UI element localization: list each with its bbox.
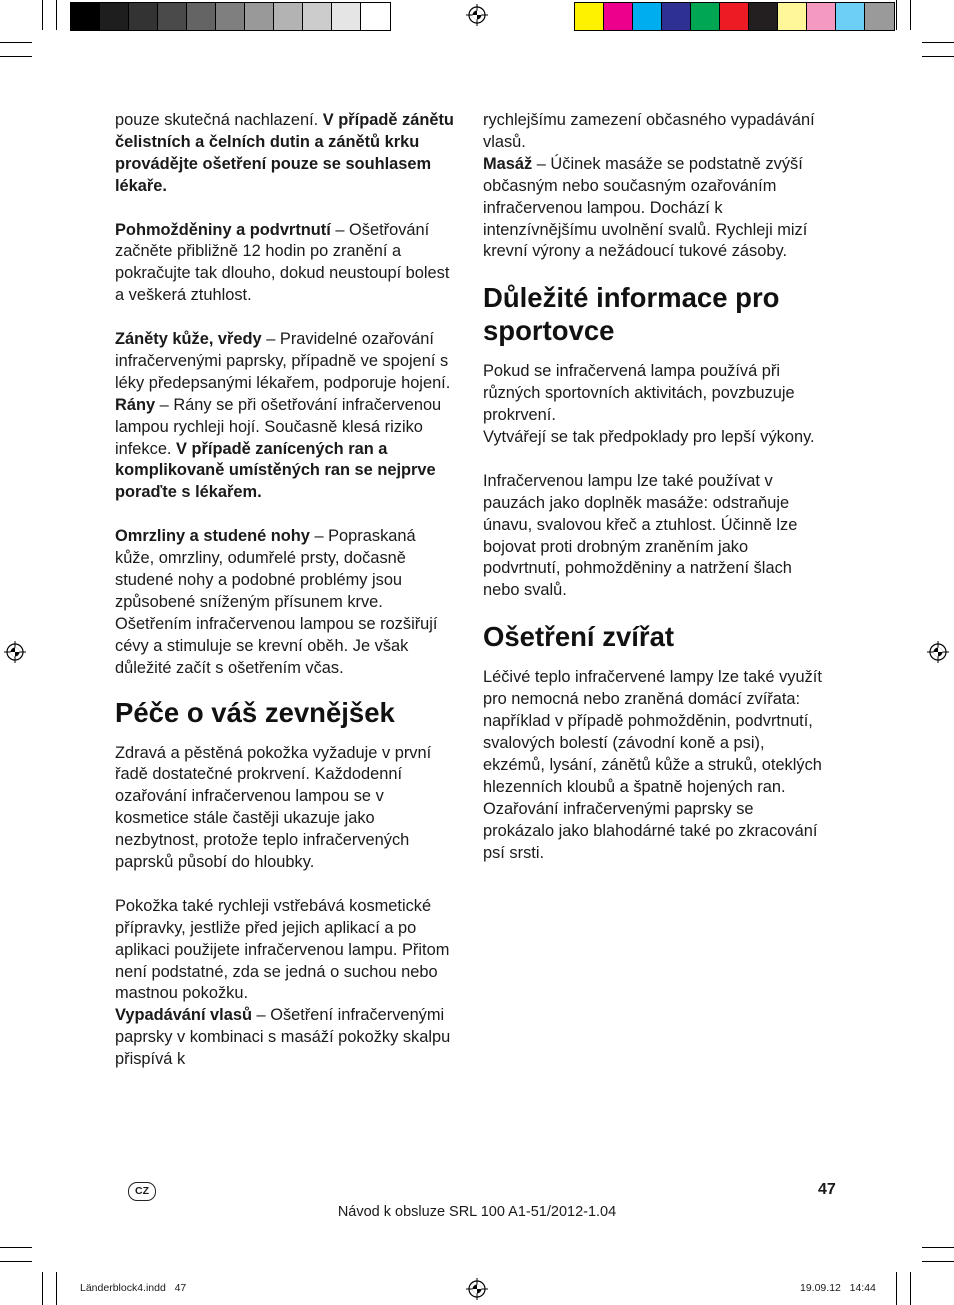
crop-mark (42, 1272, 43, 1305)
crop-mark (56, 1272, 57, 1305)
paragraph-text: – Rány se při ošetřování infračervenou lampou rychleji hojí. Současně klesá riziko infekce. (115, 395, 442, 458)
warning-text: V případě zanícených ran a komplikovaně umístěných ran se nejprve poraďte s lékařem. (115, 439, 436, 502)
color-swatch (865, 3, 894, 30)
color-swatch (274, 3, 303, 30)
term-wounds: Rány (115, 395, 156, 414)
crop-mark (0, 1261, 32, 1262)
crop-mark (0, 1247, 32, 1248)
crop-mark (896, 1272, 897, 1305)
paragraph-breaks: Infračervenou lampu lze také používat v pauzách jako doplněk masáže: odstraňuje únavu, svalovou křeč a ztuhlost. Účinně lze bojovat proti drobným zraněním jako podvrtnutí, pohmožděniny a natržení šlach nebo svalů. (483, 471, 798, 600)
color-swatch (691, 3, 720, 30)
crop-mark (0, 56, 32, 57)
crop-mark (922, 1247, 954, 1248)
registration-mark-icon (4, 641, 26, 663)
cmyk-color-bar (574, 2, 895, 31)
color-swatch (575, 3, 604, 30)
country-badge: CZ (128, 1182, 156, 1201)
paragraph-massage (483, 154, 825, 264)
crop-mark (922, 1261, 954, 1262)
right-column (483, 110, 825, 864)
color-swatch (187, 3, 216, 30)
crop-mark (922, 42, 954, 43)
color-swatch (633, 3, 662, 30)
paragraph-text: – Pravidelné ozařování infračervenými paprsky, případně ve spojení s léky předepsanými lékařem, podporuje hojení. (115, 330, 451, 392)
heading-animals: Ošetření zvířat (483, 621, 675, 653)
color-swatch (129, 3, 158, 30)
color-swatch (604, 3, 633, 30)
color-swatch (807, 3, 836, 30)
color-swatch (71, 3, 100, 30)
crop-mark (896, 0, 897, 30)
crop-mark (42, 0, 43, 30)
registration-mark-icon (466, 1278, 488, 1300)
color-swatch (749, 3, 778, 30)
paragraph-text: – Popraskaná kůže, omrzliny, odumřelé prsty, dočasně studené nohy a podobné problémy jsou způsobené sníženým přísunem krve. Ošetřením infračervenou lampou se rozšiřují cévy a stimuluje se krevní oběh. Je však důležité začít s ošetřením včas. (115, 527, 438, 677)
term-massage: Masáž (483, 154, 533, 173)
paragraph-text: pouze skutečná nachlazení. (115, 111, 323, 129)
paragraph-colds (115, 110, 457, 198)
term-frostbite: Omrzliny a studené nohy (115, 527, 310, 546)
left-column (115, 110, 457, 1071)
color-swatch (361, 3, 390, 30)
paragraph-wounds (115, 395, 457, 505)
color-swatch (158, 3, 187, 30)
slug-date-info: 19.09.12 14:44 (800, 1282, 876, 1294)
paragraph-text: – Ošetřování začněte přibližně 12 hodin po zranění a pokračujte tak dlouho, dokud neustoupí bolest a veškerá ztuhlost. (115, 220, 450, 305)
slug-file-info: Länderblock4.indd 47 (80, 1282, 187, 1294)
registration-mark-icon (927, 641, 949, 663)
paragraph-bruises (115, 220, 457, 308)
crop-mark (922, 56, 954, 57)
term-bruises: Pohmožděniny a podvrtnutí (115, 220, 331, 239)
paragraph-skin-care: Zdravá a pěstěná pokožka vyžaduje v první řadě dostatečné prokrvení. Každodenní ozařování infračervenou lampou se v kosmetice stále častěji ukazuje jako nezbytnost, protože teplo infračervených paprsků působí do hloubky. (115, 743, 432, 872)
paragraph-hair-loss (115, 1005, 457, 1071)
crop-mark (910, 1272, 911, 1305)
color-swatch (100, 3, 129, 30)
paragraph-cosmetics: Pokožka také rychleji vstřebává kosmetické přípravky, jestliže před jejich aplikací a po aplikaci použijete infračervenou lampu. Přitom není podstatné, zda se jedná o suchou nebo mastnou pokožku. (115, 896, 450, 1003)
page-number: 47 (818, 1181, 836, 1198)
paragraph-skin (115, 329, 457, 395)
color-swatch (216, 3, 245, 30)
paragraph-animals: Léčivé teplo infračervené lampy lze také využít pro nemocná nebo zraněná domácí zvířata: například v případě pohmožděnin, podvrtnutí, svalových bolestí (závodní koně a psi), ekzémů, lysání, zánětů kůže a struků, oteklých hlezenních kloubů a špatně hojených ran. Ozařování infračervenými paprsky se prokázalo jako blahodárné také po zkracování psí srsti. (483, 668, 822, 862)
color-swatch (245, 3, 274, 30)
crop-mark (0, 42, 32, 43)
color-swatch (303, 3, 332, 30)
paragraph-sport-use: Pokud se infračervená lampa používá při různých sportovních aktivitách, povzbuzuje prokrvení. (483, 362, 795, 425)
grayscale-color-bar (70, 2, 391, 31)
paragraph-performance: Vytvářejí se tak předpoklady pro lepší výkony. (483, 428, 815, 447)
color-swatch (720, 3, 749, 30)
paragraph-text: – Ošetření infračervenými paprsky v kombinaci s masáží pokožky skalpu přispívá k (115, 1006, 451, 1069)
paragraph-text: – Účinek masáže se podstatně zvýší občasným nebo současným ozařováním infračervenou lampou. Dochází k intenzívnějšímu uvolnění svalů. Rychleji mizí krevní výrony a nežádoucí tukové zásoby. (483, 154, 808, 261)
paragraph-frostbite (115, 526, 457, 679)
color-swatch (836, 3, 865, 30)
crop-mark (910, 0, 911, 30)
heading-athletes: Důležité informace pro sportovce (483, 282, 780, 347)
term-skin: Záněty kůže, vředy (115, 330, 262, 349)
term-hair-loss: Vypadávání vlasů (115, 1006, 252, 1025)
manual-reference: Návod k obsluze SRL 100 A1-51/2012-1.04 (337, 1204, 617, 1220)
registration-mark-icon (466, 4, 488, 26)
crop-mark (56, 0, 57, 30)
heading-appearance-care: Péče o váš zevnějšek (115, 696, 395, 728)
color-swatch (778, 3, 807, 30)
paragraph-hair-continued: rychlejšímu zamezení občasného vypadávání vlasů. (483, 111, 815, 151)
color-swatch (332, 3, 361, 30)
warning-text: V případě zánětu čelistních a čelních dutin a zánětů krku provádějte ošetření pouze se souhlasem lékaře. (115, 111, 454, 195)
color-swatch (662, 3, 691, 30)
